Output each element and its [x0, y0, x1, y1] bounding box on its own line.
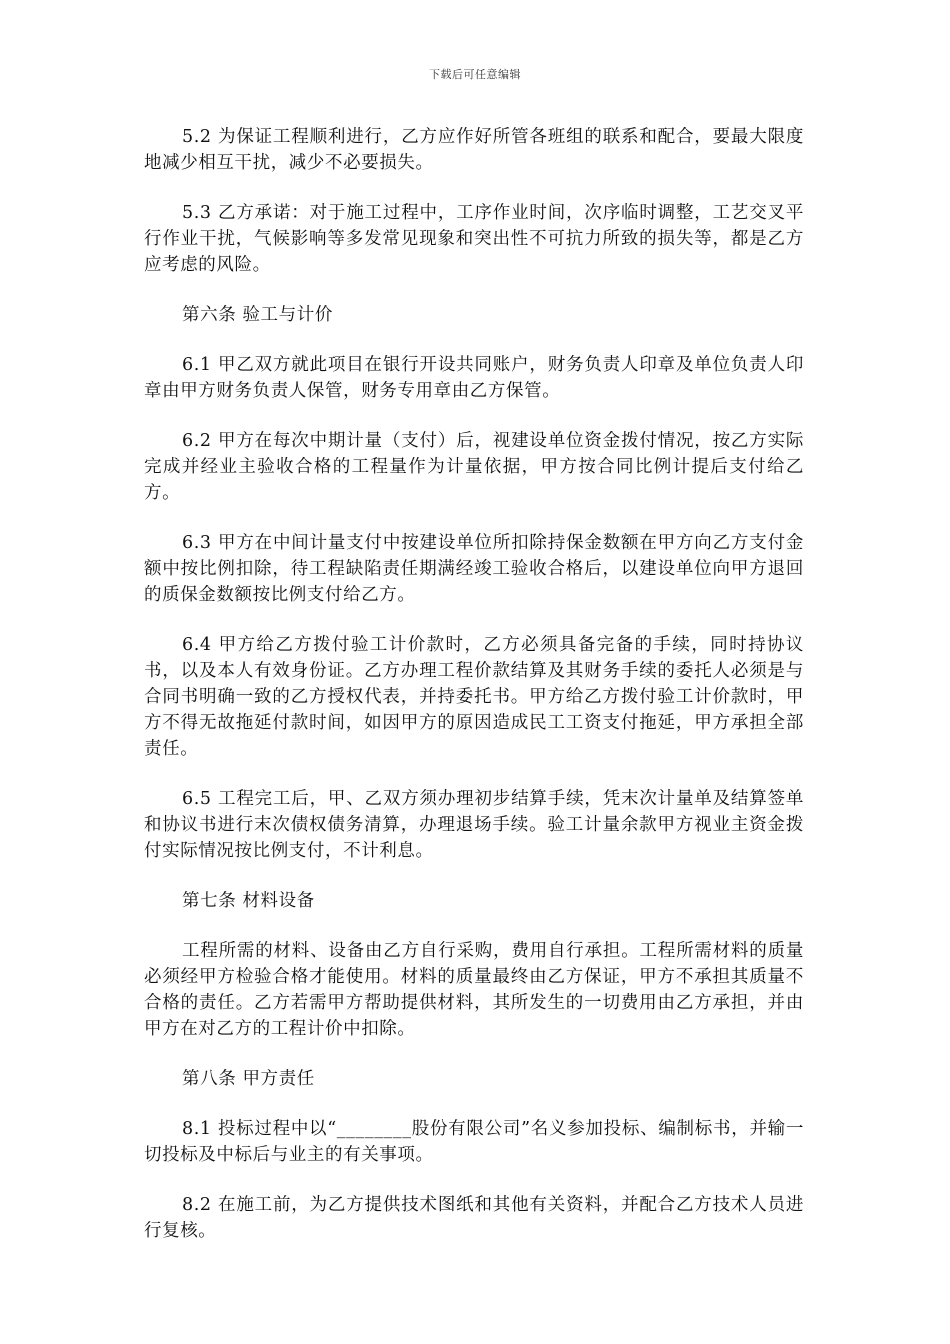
- article-7-heading: 第七条 材料设备: [182, 891, 315, 911]
- clause-6-2: 6.2 甲方在每次中期计量（支付）后，视建设单位资金拨付情况，按乙方实际完成并经业主验收合格的工程量作为计量依据，甲方按合同比例计提后支付给乙方。: [144, 431, 804, 503]
- clause-8-2: 8.2 在施工前，为乙方提供技术图纸和其他有关资料，并配合乙方技术人员进行复核。: [144, 1195, 804, 1241]
- clause-8-1: 8.1 投标过程中以“________股份有限公司”名义参加投标、编制标书，并输一切投标及中标后与业主的有关事项。: [144, 1119, 804, 1165]
- clause-6-4: 6.4 甲方给乙方拨付验工计价款时，乙方必须具备完备的手续，同时持协议书，以及本人有效身份证。乙方办理工程价款结算及其财务手续的委托人必须是与合同书明确一致的乙方授权代表，并持委托书。甲方给乙方拨付验工计价款时，甲方不得无故拖延付款时间，如因甲方的原因造成民工工资支付拖延，甲方承担全部责任。: [144, 635, 804, 759]
- clause-6-1: 6.1 甲乙双方就此项目在银行开设共同账户，财务负责人印章及单位负责人印章由甲方财务负责人保管，财务专用章由乙方保管。: [144, 355, 804, 401]
- document-body: [144, 124, 804, 1268]
- article-8-heading: 第八条 甲方责任: [182, 1069, 315, 1089]
- clause-5-3: 5.3 乙方承诺：对于施工过程中，工序作业时间，次序临时调整，工艺交叉平行作业干扰，气候影响等多发常见现象和突出性不可抗力所致的损失等，都是乙方应考虑的风险。: [144, 203, 804, 275]
- clause-6-3: 6.3 甲方在中间计量支付中按建设单位所扣除持保金数额在甲方向乙方支付金额中按比例扣除，待工程缺陷责任期满经竣工验收合格后，以建设单位向甲方退回的质保金数额按比例支付给乙方。: [144, 533, 804, 605]
- clause-6-5: 6.5 工程完工后，甲、乙双方须办理初步结算手续，凭末次计量单及结算签单和协议书进行末次债权债务清算，办理退场手续。验工计量余款甲方视业主资金拨付实际情况按比例支付，不计利息。: [144, 789, 804, 861]
- article-7-paragraph: 工程所需的材料、设备由乙方自行采购，费用自行承担。工程所需材料的质量必须经甲方检验合格才能使用。材料的质量最终由乙方保证，甲方不承担其质量不合格的责任。乙方若需甲方帮助提供材料，其所发生的一切费用由乙方承担，并由甲方在对乙方的工程计价中扣除。: [144, 941, 804, 1039]
- article-6-heading: 第六条 验工与计价: [182, 305, 333, 325]
- page-header: 下载后可任意编辑: [429, 68, 521, 81]
- clause-5-2: 5.2 为保证工程顺利进行，乙方应作好所管各班组的联系和配合，要最大限度地减少相互干扰，减少不必要损失。: [144, 127, 804, 173]
